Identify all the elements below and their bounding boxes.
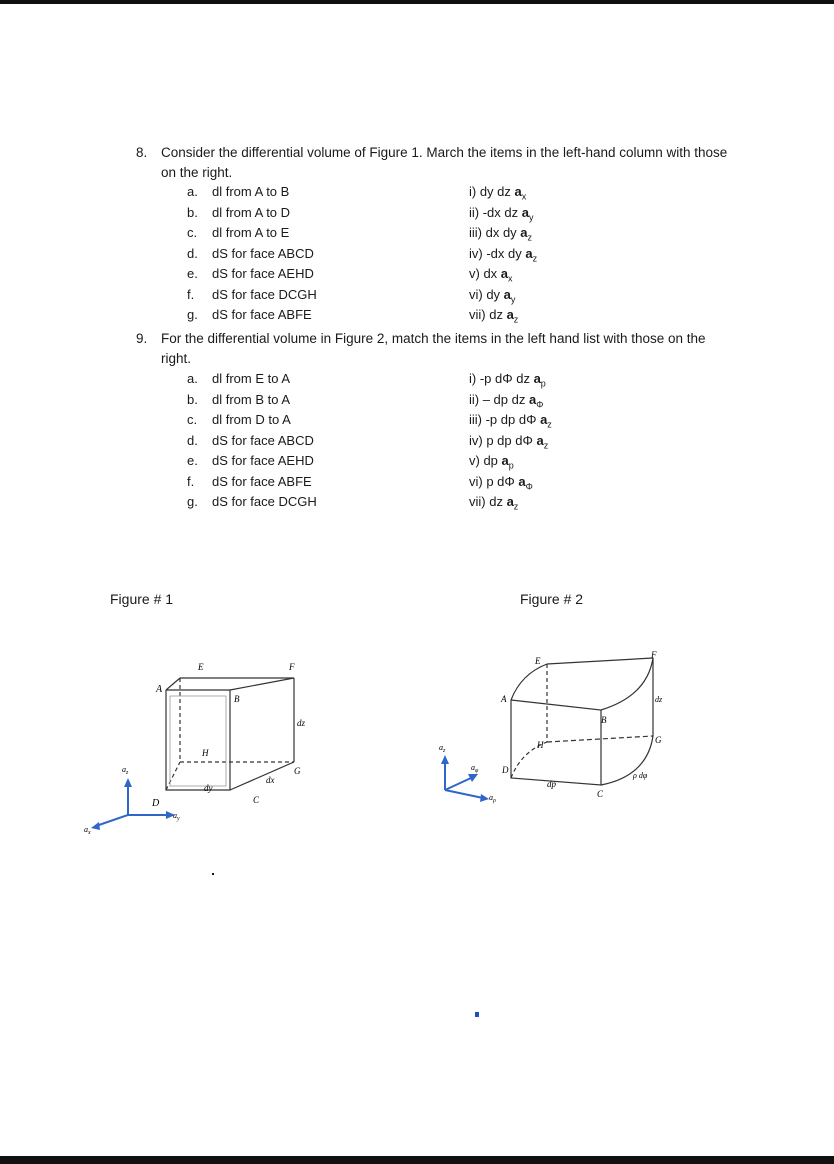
question-text-line2: on the right.	[161, 165, 233, 180]
point-c: C	[597, 789, 604, 799]
answer-text: vii) dz	[469, 307, 507, 322]
item-label: f.	[187, 286, 195, 302]
item-text: dl from D to A	[212, 412, 291, 427]
axes	[91, 778, 175, 830]
answer-text: v) dx	[469, 266, 501, 281]
unit-vector: a	[520, 225, 528, 240]
answer-item	[469, 204, 533, 227]
answer-text: v) dp	[469, 453, 502, 468]
item-label: a.	[187, 371, 198, 386]
answer-text: vi) p dΦ	[469, 473, 519, 489]
answer-item	[469, 224, 532, 247]
question-number: 8.	[136, 145, 148, 160]
unit-vector: a	[506, 494, 514, 509]
item-label: d.	[187, 245, 198, 261]
point-a: A	[501, 694, 507, 704]
unit-vector-subscript: z	[543, 440, 549, 451]
point-e: E	[535, 656, 541, 666]
unit-vector: a	[533, 371, 541, 386]
question-number: 9.	[136, 331, 148, 346]
unit-vector: a	[501, 453, 509, 468]
item-label: e.	[187, 266, 198, 281]
unit-vector: a	[503, 286, 511, 302]
item-text: dS for face ABCD	[212, 432, 314, 448]
question-text-line1: Consider the differential volume of Figure 1. March the items in the left-hand column with those	[161, 145, 728, 160]
axis-z-label: $a_z$	[122, 765, 129, 776]
unit-vector-subscript: x	[508, 273, 513, 284]
stray-dot	[212, 873, 214, 875]
dim-dz: dz	[297, 718, 306, 728]
answer-text: vii) dz	[469, 494, 507, 509]
unit-vector-subscript: p	[508, 460, 514, 471]
unit-vector-subscript: z	[513, 501, 519, 512]
point-g: G	[294, 766, 301, 776]
point-h: H	[202, 748, 209, 758]
axis-rho-label: $a_\rho$	[489, 793, 496, 804]
item-text: dl from A to D	[212, 204, 291, 220]
point-e: E	[198, 662, 204, 672]
unit-vector-subscript: z	[547, 419, 552, 430]
unit-vector-subscript: z	[527, 232, 533, 243]
point-c: C	[253, 795, 260, 805]
dim-dy: dy	[204, 783, 213, 793]
item-text: dS for face ABFE	[212, 307, 312, 322]
axis-x-label: $a_x$	[84, 825, 91, 836]
item-label: e.	[187, 453, 198, 468]
axes	[441, 755, 489, 802]
unit-vector: a	[540, 412, 548, 427]
bottom-border	[0, 1156, 834, 1164]
face-abcd	[511, 700, 601, 785]
point-h: H	[537, 740, 544, 750]
unit-vector-subscript: z	[513, 314, 519, 325]
point-d: D	[152, 798, 160, 809]
dim-dz: dz	[655, 695, 663, 704]
answer-item	[469, 370, 546, 393]
item-label: g.	[187, 494, 198, 509]
answer-item	[469, 473, 533, 496]
item-text: dS for face DCGH	[212, 494, 317, 509]
answer-text: iv) -dx dy	[469, 245, 526, 261]
answer-text: i) -p dΦ dz	[469, 371, 534, 386]
unit-vector: a	[525, 245, 533, 261]
unit-vector-subscript: x	[521, 191, 527, 202]
item-label: c.	[187, 225, 198, 240]
item-text: dS for face ABFE	[212, 473, 312, 489]
item-label: b.	[187, 391, 198, 407]
unit-vector-subscript: y	[528, 212, 534, 223]
point-b: B	[234, 694, 240, 704]
item-text: dS for face AEHD	[212, 453, 314, 468]
item-label: a.	[187, 184, 198, 199]
answer-item	[469, 306, 518, 329]
point-d: D	[502, 765, 509, 775]
figure-1-diagram	[80, 650, 320, 850]
unit-vector-subscript: Φ	[536, 399, 544, 410]
stray-blue-dot	[475, 1012, 479, 1017]
unit-vector: a	[506, 307, 514, 322]
unit-vector: a	[528, 391, 537, 407]
unit-vector-subscript: y	[510, 294, 516, 305]
answer-item	[469, 183, 526, 206]
answer-text: vi) dy	[469, 286, 504, 302]
figure-1-caption: Figure # 1	[110, 591, 174, 607]
answer-text: iv) p dp dΦ	[469, 432, 537, 448]
item-label: c.	[187, 412, 198, 427]
answer-text: ii) -dx dz	[469, 204, 522, 220]
unit-vector: a	[536, 432, 544, 448]
dim-dp: dp	[547, 779, 556, 789]
answer-text: i) dy dz	[469, 184, 515, 199]
item-text: dS for face DCGH	[212, 286, 317, 302]
axis-y-label: $a_y$	[173, 811, 180, 822]
item-text: dS for face ABCD	[212, 245, 314, 261]
answer-text: iii) dx dy	[469, 225, 521, 240]
item-text: dS for face AEHD	[212, 266, 314, 281]
unit-vector: a	[518, 473, 526, 489]
dim-pdphi: ρ dφ	[633, 771, 648, 780]
item-text: dl from B to A	[212, 391, 291, 407]
answer-item	[469, 245, 537, 268]
answer-item	[469, 411, 552, 434]
point-b: B	[601, 715, 607, 725]
dim-dx: dx	[266, 775, 275, 785]
point-f: F	[651, 650, 657, 660]
face-abcd	[166, 690, 230, 790]
answer-item	[469, 265, 513, 288]
question-9	[136, 329, 796, 369]
figure-2-diagram	[425, 640, 685, 820]
answer-item	[469, 286, 515, 309]
unit-vector: a	[521, 204, 529, 220]
answer-item	[469, 452, 514, 475]
point-f: F	[289, 662, 295, 672]
item-text: dl from E to A	[212, 371, 291, 386]
unit-vector: a	[500, 266, 509, 281]
item-label: f.	[187, 473, 195, 489]
answer-text: ii) – dp dz	[469, 391, 529, 407]
unit-vector-subscript: p	[540, 378, 546, 389]
answer-text: iii) -p dp dΦ	[469, 412, 541, 427]
unit-vector: a	[514, 184, 522, 199]
question-text-line1: For the differential volume in Figure 2, match the items in the left hand list with those on the	[161, 331, 706, 346]
unit-vector-subscript: z	[532, 253, 538, 264]
answer-item	[469, 391, 543, 414]
top-border	[0, 0, 834, 4]
item-label: b.	[187, 204, 198, 220]
unit-vector-subscript: Φ	[525, 481, 533, 492]
item-label: d.	[187, 432, 198, 448]
item-text: dl from A to E	[212, 225, 290, 240]
answer-item	[469, 432, 548, 455]
point-g: G	[655, 735, 662, 745]
figure-2-caption: Figure # 2	[520, 591, 584, 607]
answer-item	[469, 493, 518, 516]
item-label: g.	[187, 307, 198, 322]
axis-phi-label: $a_\varphi$	[471, 763, 479, 774]
point-a: A	[156, 684, 163, 695]
question-8	[136, 143, 796, 183]
axis-z-label: $a_z$	[439, 743, 446, 754]
question-text-line2: right.	[161, 351, 192, 366]
item-text: dl from A to B	[212, 184, 290, 199]
